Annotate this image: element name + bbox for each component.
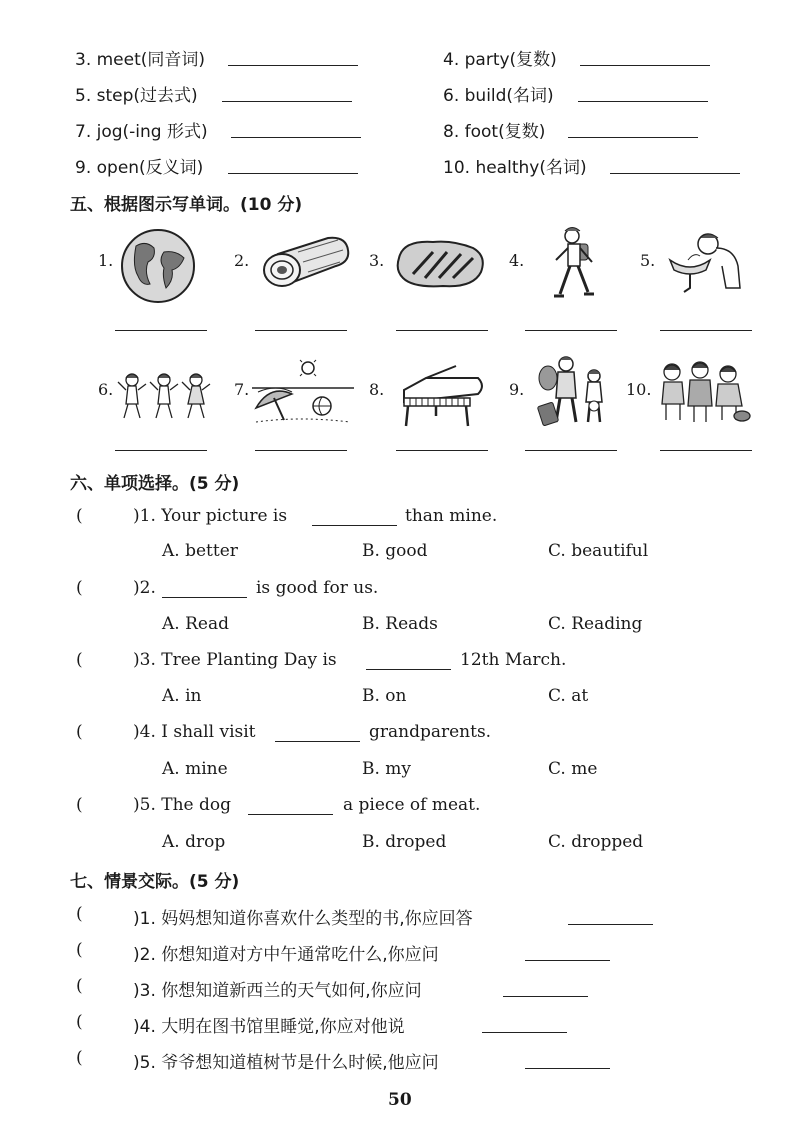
picture-number: 9.	[509, 380, 525, 399]
question-5-tail: a piece of meat.	[343, 795, 481, 815]
answer-paren[interactable]: (	[76, 578, 83, 598]
beach-icon	[250, 358, 356, 428]
option-c[interactable]: C. at	[548, 686, 589, 706]
option-a[interactable]: A. Read	[162, 614, 229, 634]
picture-number: 1.	[98, 251, 114, 270]
question-5-stem: )5. The dog	[133, 795, 232, 815]
answer-blank[interactable]	[568, 137, 698, 138]
section-7-heading: 七、情景交际。(5 分)	[70, 872, 240, 892]
situation-5: )5. 爷爷想知道植树节是什么时候,他应问	[133, 1053, 439, 1073]
answer-paren[interactable]: (	[76, 976, 83, 996]
option-c[interactable]: C. Reading	[548, 614, 643, 634]
picture-number: 6.	[98, 380, 114, 399]
picture-answer-blank[interactable]	[115, 450, 207, 451]
question-3-stem: )3. Tree Planting Day is	[133, 650, 337, 670]
option-a[interactable]: A. better	[162, 541, 238, 561]
picture-answer-blank[interactable]	[660, 450, 752, 451]
item-6-label: 6. build(名词)	[443, 86, 554, 106]
picture-answer-blank[interactable]	[525, 450, 617, 451]
answer-blank[interactable]	[580, 65, 710, 66]
option-c[interactable]: C. dropped	[548, 832, 644, 852]
section-6-heading: 六、单项选择。(5 分)	[70, 474, 240, 494]
item-4-label: 4. party(复数)	[443, 50, 557, 70]
option-b[interactable]: B. on	[362, 686, 407, 706]
situation-2: )2. 你想知道对方中午通常吃什么,你应问	[133, 945, 439, 965]
picture-answer-blank[interactable]	[255, 330, 347, 331]
hiker-icon	[540, 222, 604, 300]
question-1-tail: than mine.	[405, 506, 498, 526]
option-a[interactable]: A. mine	[162, 759, 228, 779]
section-5-heading: 五、根据图示写单词。(10 分)	[70, 195, 303, 215]
picture-number: 5.	[640, 251, 656, 270]
picture-answer-blank[interactable]	[525, 330, 617, 331]
option-b[interactable]: B. good	[362, 541, 428, 561]
question-blank	[275, 741, 360, 742]
situation-3: )3. 你想知道新西兰的天气如何,你应问	[133, 981, 422, 1001]
answer-blank[interactable]	[228, 65, 358, 66]
situation-answer-blank[interactable]	[482, 1032, 567, 1033]
item-8-label: 8. foot(复数)	[443, 122, 546, 142]
picture-answer-blank[interactable]	[396, 450, 488, 451]
item-10-label: 10. healthy(名词)	[443, 158, 587, 178]
children-group-icon	[656, 358, 752, 426]
answer-blank[interactable]	[231, 137, 361, 138]
option-b[interactable]: B. my	[362, 759, 412, 779]
answer-paren[interactable]: (	[76, 506, 83, 526]
option-a[interactable]: A. drop	[162, 832, 226, 852]
answer-blank[interactable]	[578, 101, 708, 102]
option-a[interactable]: A. in	[162, 686, 202, 706]
page-number: 50	[388, 1090, 412, 1110]
answer-paren[interactable]: (	[76, 940, 83, 960]
situation-answer-blank[interactable]	[568, 924, 653, 925]
dancing-children-icon	[116, 368, 212, 424]
question-1-stem: )1. Your picture is	[133, 506, 288, 526]
item-7-label: 7. jog(-ing 形式)	[75, 122, 208, 142]
question-4-stem: )4. I shall visit	[133, 722, 256, 742]
picture-answer-blank[interactable]	[115, 330, 207, 331]
question-4-tail: grandparents.	[369, 722, 492, 742]
item-5-label: 5. step(过去式)	[75, 86, 198, 106]
picture-answer-blank[interactable]	[660, 330, 752, 331]
situation-1: )1. 妈妈想知道你喜欢什么类型的书,你应回答	[133, 909, 473, 929]
situation-answer-blank[interactable]	[525, 960, 610, 961]
item-3-label: 3. meet(同音词)	[75, 50, 206, 70]
question-2-stem: )2.	[133, 578, 156, 598]
picture-number: 10.	[626, 380, 652, 399]
situation-4: )4. 大明在图书馆里睡觉,你应对他说	[133, 1017, 405, 1037]
drinking-fountain-icon	[660, 226, 746, 296]
option-b[interactable]: B. droped	[362, 832, 447, 852]
option-c[interactable]: C. beautiful	[548, 541, 649, 561]
question-2-tail: is good for us.	[256, 578, 379, 598]
log-icon	[258, 232, 354, 292]
answer-paren[interactable]: (	[76, 795, 83, 815]
travellers-icon	[536, 354, 612, 428]
situation-answer-blank[interactable]	[525, 1068, 610, 1069]
piano-icon	[396, 364, 488, 428]
situation-answer-blank[interactable]	[503, 996, 588, 997]
steak-icon	[393, 234, 489, 294]
question-blank	[366, 669, 451, 670]
answer-paren[interactable]: (	[76, 904, 83, 924]
question-blank	[312, 525, 397, 526]
question-blank	[162, 597, 247, 598]
picture-number: 2.	[234, 251, 250, 270]
picture-number: 8.	[369, 380, 385, 399]
picture-answer-blank[interactable]	[255, 450, 347, 451]
globe-icon	[118, 228, 202, 304]
answer-blank[interactable]	[222, 101, 352, 102]
picture-number: 7.	[234, 380, 250, 399]
answer-blank[interactable]	[610, 173, 740, 174]
picture-answer-blank[interactable]	[396, 330, 488, 331]
picture-number: 4.	[509, 251, 525, 270]
answer-paren[interactable]: (	[76, 650, 83, 670]
answer-paren[interactable]: (	[76, 722, 83, 742]
answer-blank[interactable]	[228, 173, 358, 174]
question-3-tail: 12th March.	[460, 650, 567, 670]
question-blank	[248, 814, 333, 815]
picture-number: 3.	[369, 251, 385, 270]
option-c[interactable]: C. me	[548, 759, 598, 779]
option-b[interactable]: B. Reads	[362, 614, 438, 634]
answer-paren[interactable]: (	[76, 1048, 83, 1068]
answer-paren[interactable]: (	[76, 1012, 83, 1032]
item-9-label: 9. open(反义词)	[75, 158, 204, 178]
